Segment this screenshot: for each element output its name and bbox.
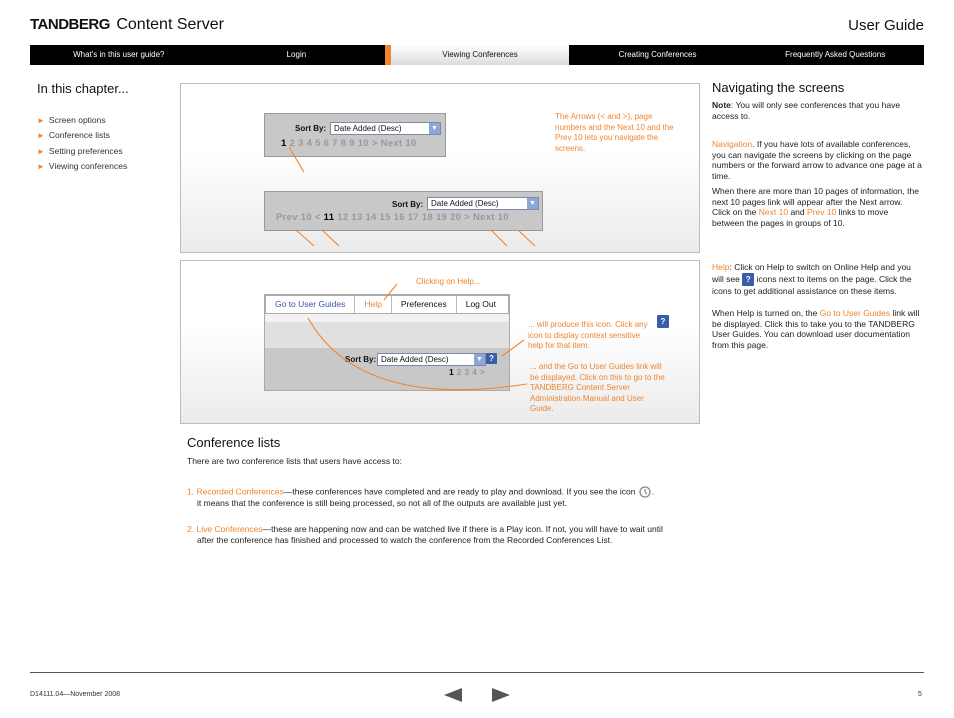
conference-lists-intro: There are two conference lists that users have access to: <box>187 456 402 466</box>
sort-label: Sort By: <box>295 124 327 133</box>
pagination-2: Prev 10 < 11 12 13 14 15 16 17 18 19 20 > Next 10 <box>276 212 509 223</box>
prev10-link[interactable]: Prev 10 <box>806 207 837 218</box>
tab-viewing-conferences[interactable]: Viewing Conferences <box>385 45 569 65</box>
pagination-screenshot-2 <box>264 191 543 231</box>
sort-label: Sort By: <box>392 200 424 209</box>
document-id: D14111.04—November 2008 <box>30 691 121 698</box>
chapter-item[interactable]: ► Screen options <box>37 115 106 125</box>
footer-divider <box>30 672 924 673</box>
recorded-conferences-link[interactable]: Recorded Conferences <box>196 486 284 497</box>
sort-select: Date Added (Desc) ▼ <box>427 197 539 210</box>
next10-link[interactable]: Next 10 <box>758 207 789 218</box>
chevron-down-icon: ▼ <box>527 198 538 209</box>
help-callout: Clicking on Help... <box>416 277 481 286</box>
brand <box>30 16 224 34</box>
chevron-down-icon: ▼ <box>429 123 440 134</box>
chapter-list <box>37 113 127 174</box>
help-tab: Help <box>355 296 391 313</box>
previous-page-icon[interactable] <box>444 688 462 702</box>
help-question-icon: ? <box>486 353 497 364</box>
pagination-screenshot-1 <box>264 113 446 157</box>
help-screenshot-body <box>265 348 509 390</box>
pagination-callout: The Arrows (< and >), page numbers and the Next 10 and the Prev 10 lets you navigate the screens. <box>555 112 674 153</box>
product-name: Content Server <box>116 16 224 33</box>
help-question-icon: ? <box>742 273 754 286</box>
help-screenshot <box>264 294 510 391</box>
page-number: 5 <box>918 691 922 698</box>
pagination-3: 1 2 3 4 > <box>449 367 486 377</box>
guide-title: User Guide <box>848 17 924 34</box>
guides-callout: ... and the Go to User Guides link will be displayed. Click on this to go to the TANDBERG Content Server Administration Manual and User Guide. <box>530 362 665 413</box>
triangle-icon: ► <box>37 116 45 125</box>
triangle-icon: ► <box>37 146 45 156</box>
list-item: 1. Recorded Conferences—these conferences have completed and are ready to play and download. If you see the icon . it means that the conference is still being processed, so not all of the outputs are available just yet. <box>187 486 655 508</box>
help-strip <box>265 314 509 322</box>
sort-select: Date Added (Desc) ▼ <box>330 122 441 135</box>
sort-select: Date Added (Desc) ▼ <box>377 353 486 366</box>
help-icon-callout: ... will produce this icon. Click any icon to display context sensitive help for that item. <box>528 320 648 350</box>
chapter-item[interactable]: ► Viewing conferences <box>37 160 128 171</box>
next10-paragraph: When there are more than 10 pages of information, the next 10 pages link will appear after the Next arrow. Click on the Next 10 and Prev 10 links to move between the pages in groups of 10. <box>712 186 919 228</box>
tab-login[interactable]: Login <box>286 50 307 59</box>
navigating-title: Navigating the screens <box>712 80 845 95</box>
go-to-user-guides-text-link[interactable]: Go to User Guides <box>819 308 891 318</box>
processing-icon <box>638 486 652 498</box>
sort-label: Sort By: <box>345 355 377 364</box>
live-conferences-link[interactable]: Live Conferences <box>196 524 263 534</box>
pagination-1: 1 2 3 4 5 6 7 8 9 10 > Next 10 <box>281 138 417 149</box>
navigation-paragraph: Navigation. If you have lots of available conferences, you can navigate the screens by clicking on the page numbers or the forward arrow to advance one page at a time. <box>712 139 922 181</box>
tandberg-logo: TANDBERG <box>30 16 110 33</box>
chapter-title: In this chapter... <box>37 81 129 96</box>
conference-lists-title: Conference lists <box>187 435 281 450</box>
list-item: 2. Live Conferences—these are happening now and can be watched live if there is a Play icon. If not, you will have to wait until after the conference has finished and processed to watch the conference from the Recorded Conferences List. <box>187 524 663 545</box>
tab-faq[interactable]: Frequently Asked Questions <box>785 50 886 59</box>
tab-creating-conferences[interactable]: Creating Conferences <box>618 50 697 59</box>
triangle-icon: ► <box>37 161 45 171</box>
chevron-down-icon: ▼ <box>474 354 485 365</box>
triangle-icon: ► <box>37 131 45 141</box>
tab-whats-in-guide[interactable]: What's in this user guide? <box>73 50 165 59</box>
next-page-icon[interactable] <box>492 688 510 702</box>
go-to-user-guides-link: Go to User Guides <box>266 296 355 313</box>
help-paragraph: Help: Click on Help to switch on Online Help and you will see ? icons next to items on the page. Click the icons to get additional assistance on these items. <box>712 262 912 296</box>
preferences-tab: Preferences <box>392 296 457 313</box>
help-question-icon: ? <box>657 315 669 328</box>
chapter-item[interactable]: ► Conference lists <box>37 130 110 141</box>
help-tabs <box>265 295 509 314</box>
navigating-note: Note: You will only see conferences that you have access to. <box>712 100 901 121</box>
guides-paragraph: When Help is turned on, the Go to User Guides link will be displayed. Click this to take you to the TANDBERG User Guides. You can download user documentation from this page. <box>712 308 920 350</box>
chapter-item[interactable]: ► Setting preferences <box>37 145 123 156</box>
logout-tab: Log Out <box>465 299 496 309</box>
top-nav <box>30 45 924 65</box>
